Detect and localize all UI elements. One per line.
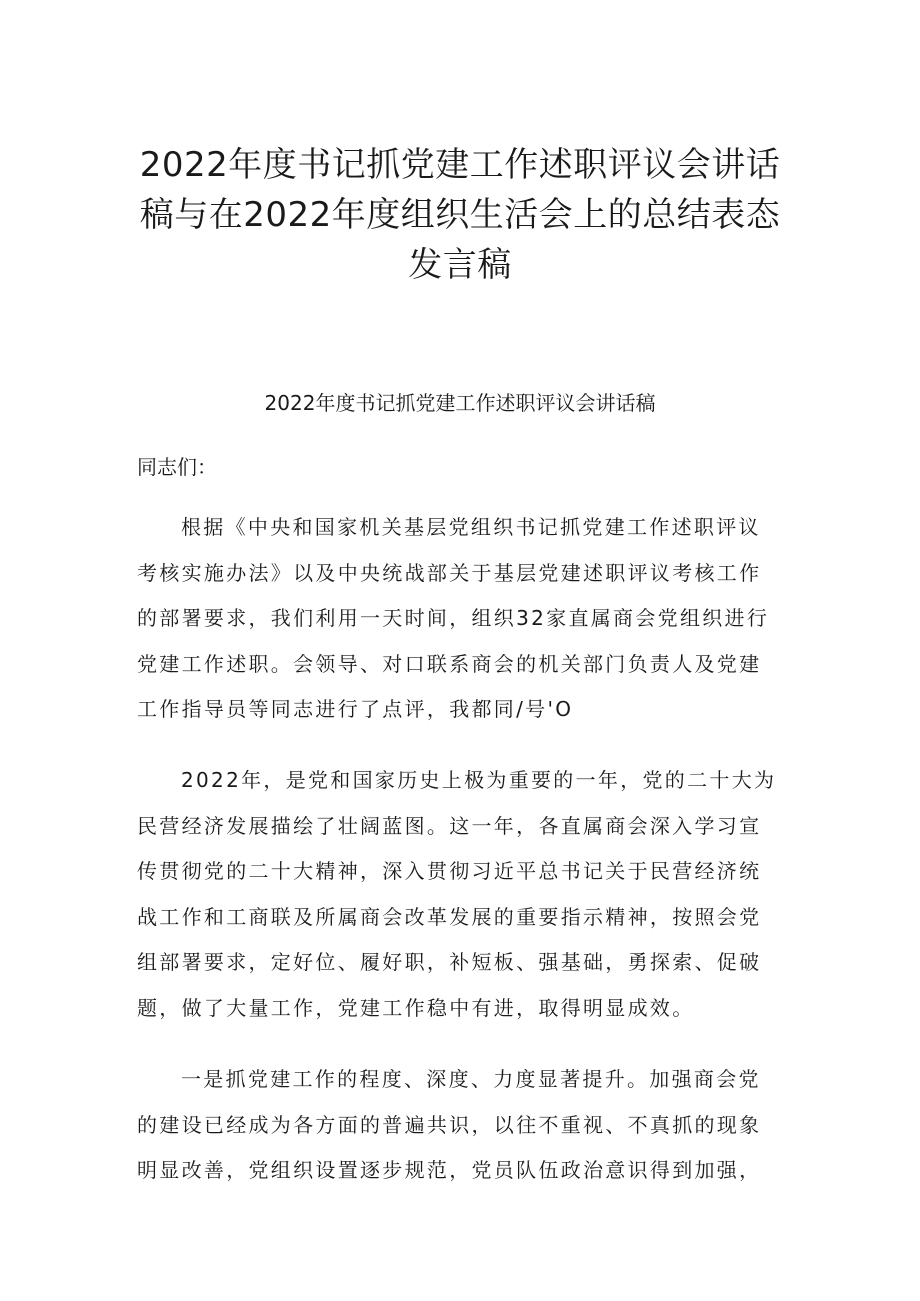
paragraph-line: 组部署要求，定好位、履好职，补短板、强基础，勇探索、促破 [137,950,762,975]
paragraph-line: 民营经济发展描绘了壮阔蓝图。这一年，各直属商会深入学习宣 [137,813,762,838]
paragraph-line: 工作指导员等同志进行了点评，我都同/号'O [137,697,574,722]
paragraph-line: 党建工作述职。会领导、对口联系商会的机关部门负责人及党建 [137,651,762,676]
paragraph-line: 2022年，是党和国家历史上极为重要的一年，党的二十大为 [181,768,777,792]
paragraph-line: 战工作和工商联及所属商会改革发展的重要指示精神，按照会党 [137,904,762,929]
paragraph-3 [137,1064,797,1201]
document-title [110,140,810,290]
paragraph-line: 考核实施办法》以及中央统战部关于基层党建述职评议考核工作 [137,560,762,585]
paragraph-line: 明显改善，党组织设置逐步规范，党员队伍政治意识得到加强， [137,1158,762,1183]
speech-subtitle: 2022年度书记抓党建工作述职评议会讲话稿 [264,391,656,415]
paragraph-line: 传贯彻党的二十大精神，深入贯彻习近平总书记关于民营经济统 [137,859,762,884]
title-line: 发言稿 [408,245,512,285]
title-line: 稿与在2022年度组织生活会上的总结表态 [139,195,781,235]
paragraph-line: 的建设已经成为各方面的普遍共识，以往不重视、不真抓的现象 [137,1112,762,1137]
paragraph-1 [137,512,797,740]
salutation: 同志们： [137,455,217,479]
paragraph-line: 题，做了大量工作，党建工作稳中有进，取得明显成效。 [137,995,695,1020]
title-line: 2022年度书记抓党建工作述职评议会讲话 [139,145,781,185]
paragraph-line: 一是抓党建工作的程度、深度、力度显著提升。加强商会党 [181,1067,761,1091]
paragraph-line: 根据《中央和国家机关基层党组织书记抓党建工作述职评议 [181,515,761,539]
paragraph-2 [137,765,797,1039]
paragraph-line: 的部署要求，我们利用一天时间，组织32家直属商会党组织进行 [137,606,770,631]
